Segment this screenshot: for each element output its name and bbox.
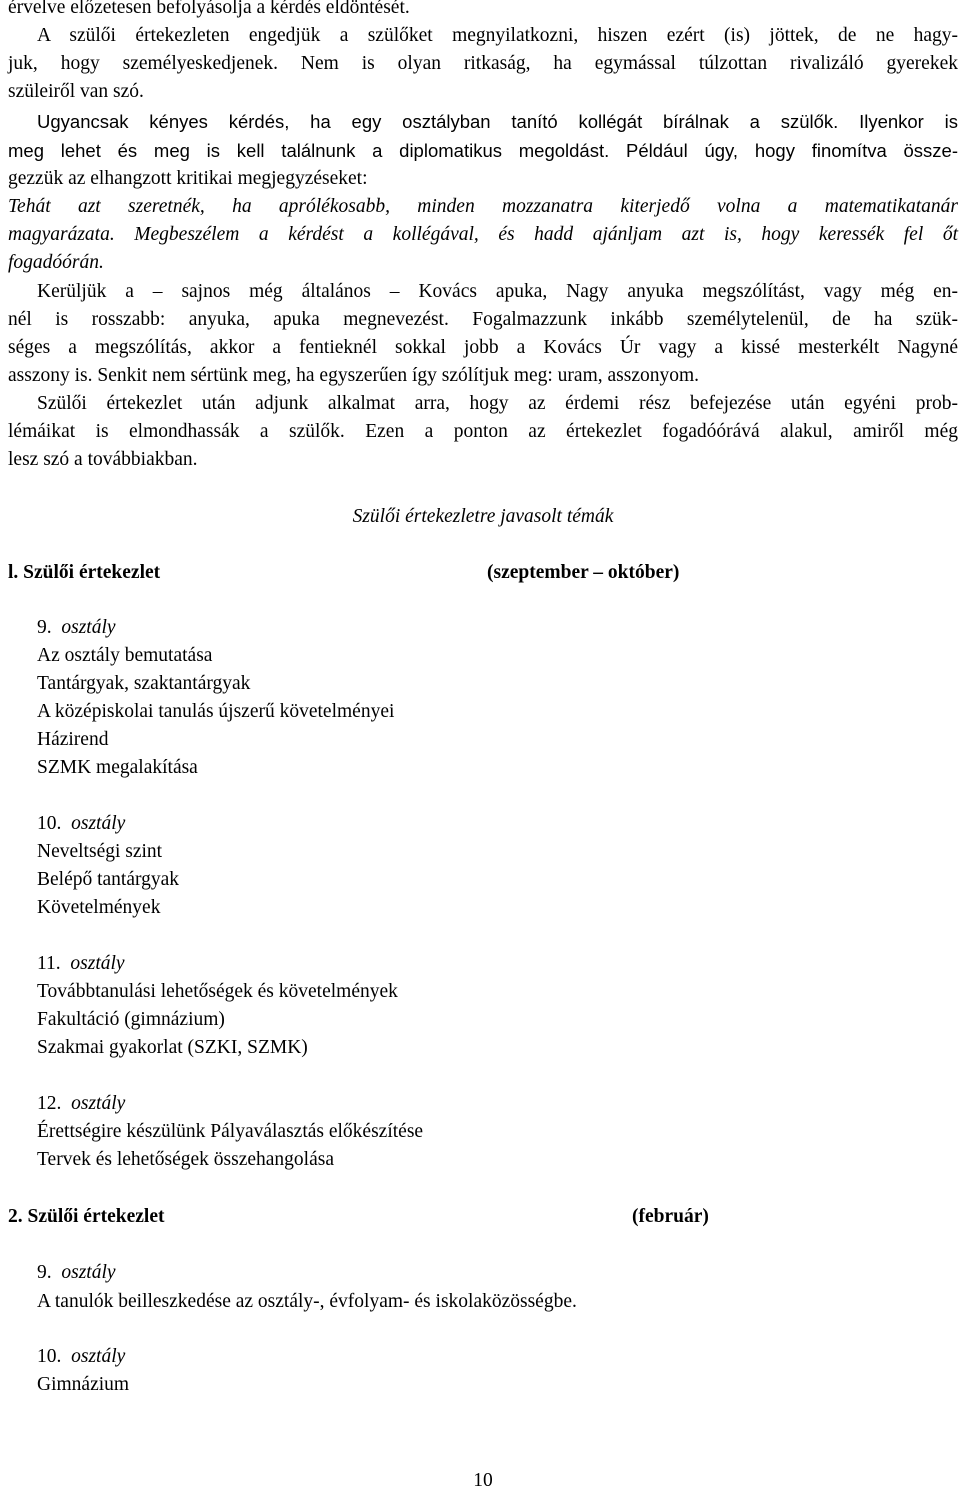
grade-heading: 11. osztály — [37, 953, 125, 974]
list-item: Tantárgyak, szaktantárgyak — [37, 673, 251, 694]
list-item: Gimnázium — [37, 1374, 130, 1395]
list-item: Érettségire készülünk Pályaválasztás előkészítése — [37, 1121, 424, 1142]
list-item: Neveltségi szint — [37, 841, 163, 862]
list-item: Fakultáció (gimnázium) — [37, 1009, 225, 1030]
meeting-title: l. Szülői értekezlet — [8, 562, 161, 583]
grade-heading: 12. osztály — [37, 1093, 126, 1114]
list-item: SZMK megalakítása — [37, 757, 198, 778]
list-item: Házirend — [37, 729, 109, 750]
text-line: szüleiről van szó. — [8, 81, 144, 102]
list-item: Szakmai gyakorlat (SZKI, SZMK) — [37, 1037, 308, 1058]
text-line: lesz szó a továbbiakban. — [8, 449, 198, 470]
text-line: gezzük az elhangzott kritikai megjegyzéseket: — [8, 168, 368, 189]
italic-quote-line: Tehát azt szeretnék, ha aprólékosabb, minden mozzanatra kiterjedő volna a matematikatanár — [8, 196, 958, 217]
section-title: Szülői értekezletre javasolt témák — [352, 506, 614, 527]
text-line: A szülői értekezleten engedjük a szülőket megnyilatkozni, hiszen ezért (is) jöttek, de ne hagy- — [37, 25, 958, 46]
list-item: Tervek és lehetőségek összehangolása — [37, 1149, 334, 1170]
list-item: Követelmények — [37, 897, 161, 918]
text-line: Ugyancsak kényes kérdés, ha egy osztályban tanító kollégát bírálnak a szülők. Ilyenkor is — [37, 111, 958, 132]
list-item: A tanulók beilleszkedése az osztály-, évfolyam- és iskolaközösségbe. — [37, 1291, 577, 1312]
text-line: lémáikat is elmondhassák a szülők. Ezen a ponton az értekezlet fogadóórává alakul, amiről még — [8, 421, 958, 442]
text-line: Szülői értekezlet után adjunk alkalmat arra, hogy az érdemi rész befejezése után egyéni prob- — [37, 393, 958, 414]
list-item: Továbbtanulási lehetőségek és követelmények — [37, 981, 398, 1002]
text-line: séges a megszólítás, akkor a fentieknél sokkal jobb a Kovács Úr vagy a kissé mesterkélt Nagyné — [8, 337, 958, 358]
text-line: érvelve előzetesen befolyásolja a kérdés eldöntését. — [8, 0, 410, 18]
text-line: Kerüljük a – sajnos még általános – Kovács apuka, Nagy anyuka megszólítást, vagy még en- — [37, 281, 958, 302]
grade-heading: 10. osztály — [37, 813, 126, 834]
text-line: juk, hogy személyeskedjenek. Nem is olyan ritkaság, ha egymással túlzottan rivalizáló gyerekek — [8, 53, 958, 74]
italic-quote-line: magyarázata. Megbeszélem a kérdést a kollégával, és hadd ajánljam azt is, hogy keressék fel őt — [8, 224, 958, 245]
list-item: A középiskolai tanulás újszerű követelményei — [37, 701, 395, 722]
meeting-period: (február) — [632, 1206, 709, 1227]
grade-heading: 10. osztály — [37, 1346, 126, 1367]
italic-quote-line: fogadóórán. — [8, 252, 104, 273]
meeting-period: (szeptember – október) — [487, 562, 680, 583]
list-item: Az osztály bemutatása — [37, 645, 213, 666]
meeting-title: 2. Szülői értekezlet — [8, 1206, 165, 1227]
grade-heading: 9. osztály — [37, 617, 116, 638]
text-line: nél is rosszabb: anyuka, apuka megnevezést. Fogalmazzunk inkább személytelenül, de ha szük- — [8, 309, 958, 330]
text-line: asszony is. Senkit nem sértünk meg, ha egyszerűen így szólítjuk meg: uram, asszonyom. — [8, 365, 700, 386]
text-line: meg lehet és meg is kell találnunk a diplomatikus megoldást. Például úgy, hogy finomítva össze- — [8, 140, 958, 161]
list-item: Belépő tantárgyak — [37, 869, 180, 890]
page-number: 10 — [473, 1470, 493, 1491]
grade-heading: 9. osztály — [37, 1262, 116, 1283]
